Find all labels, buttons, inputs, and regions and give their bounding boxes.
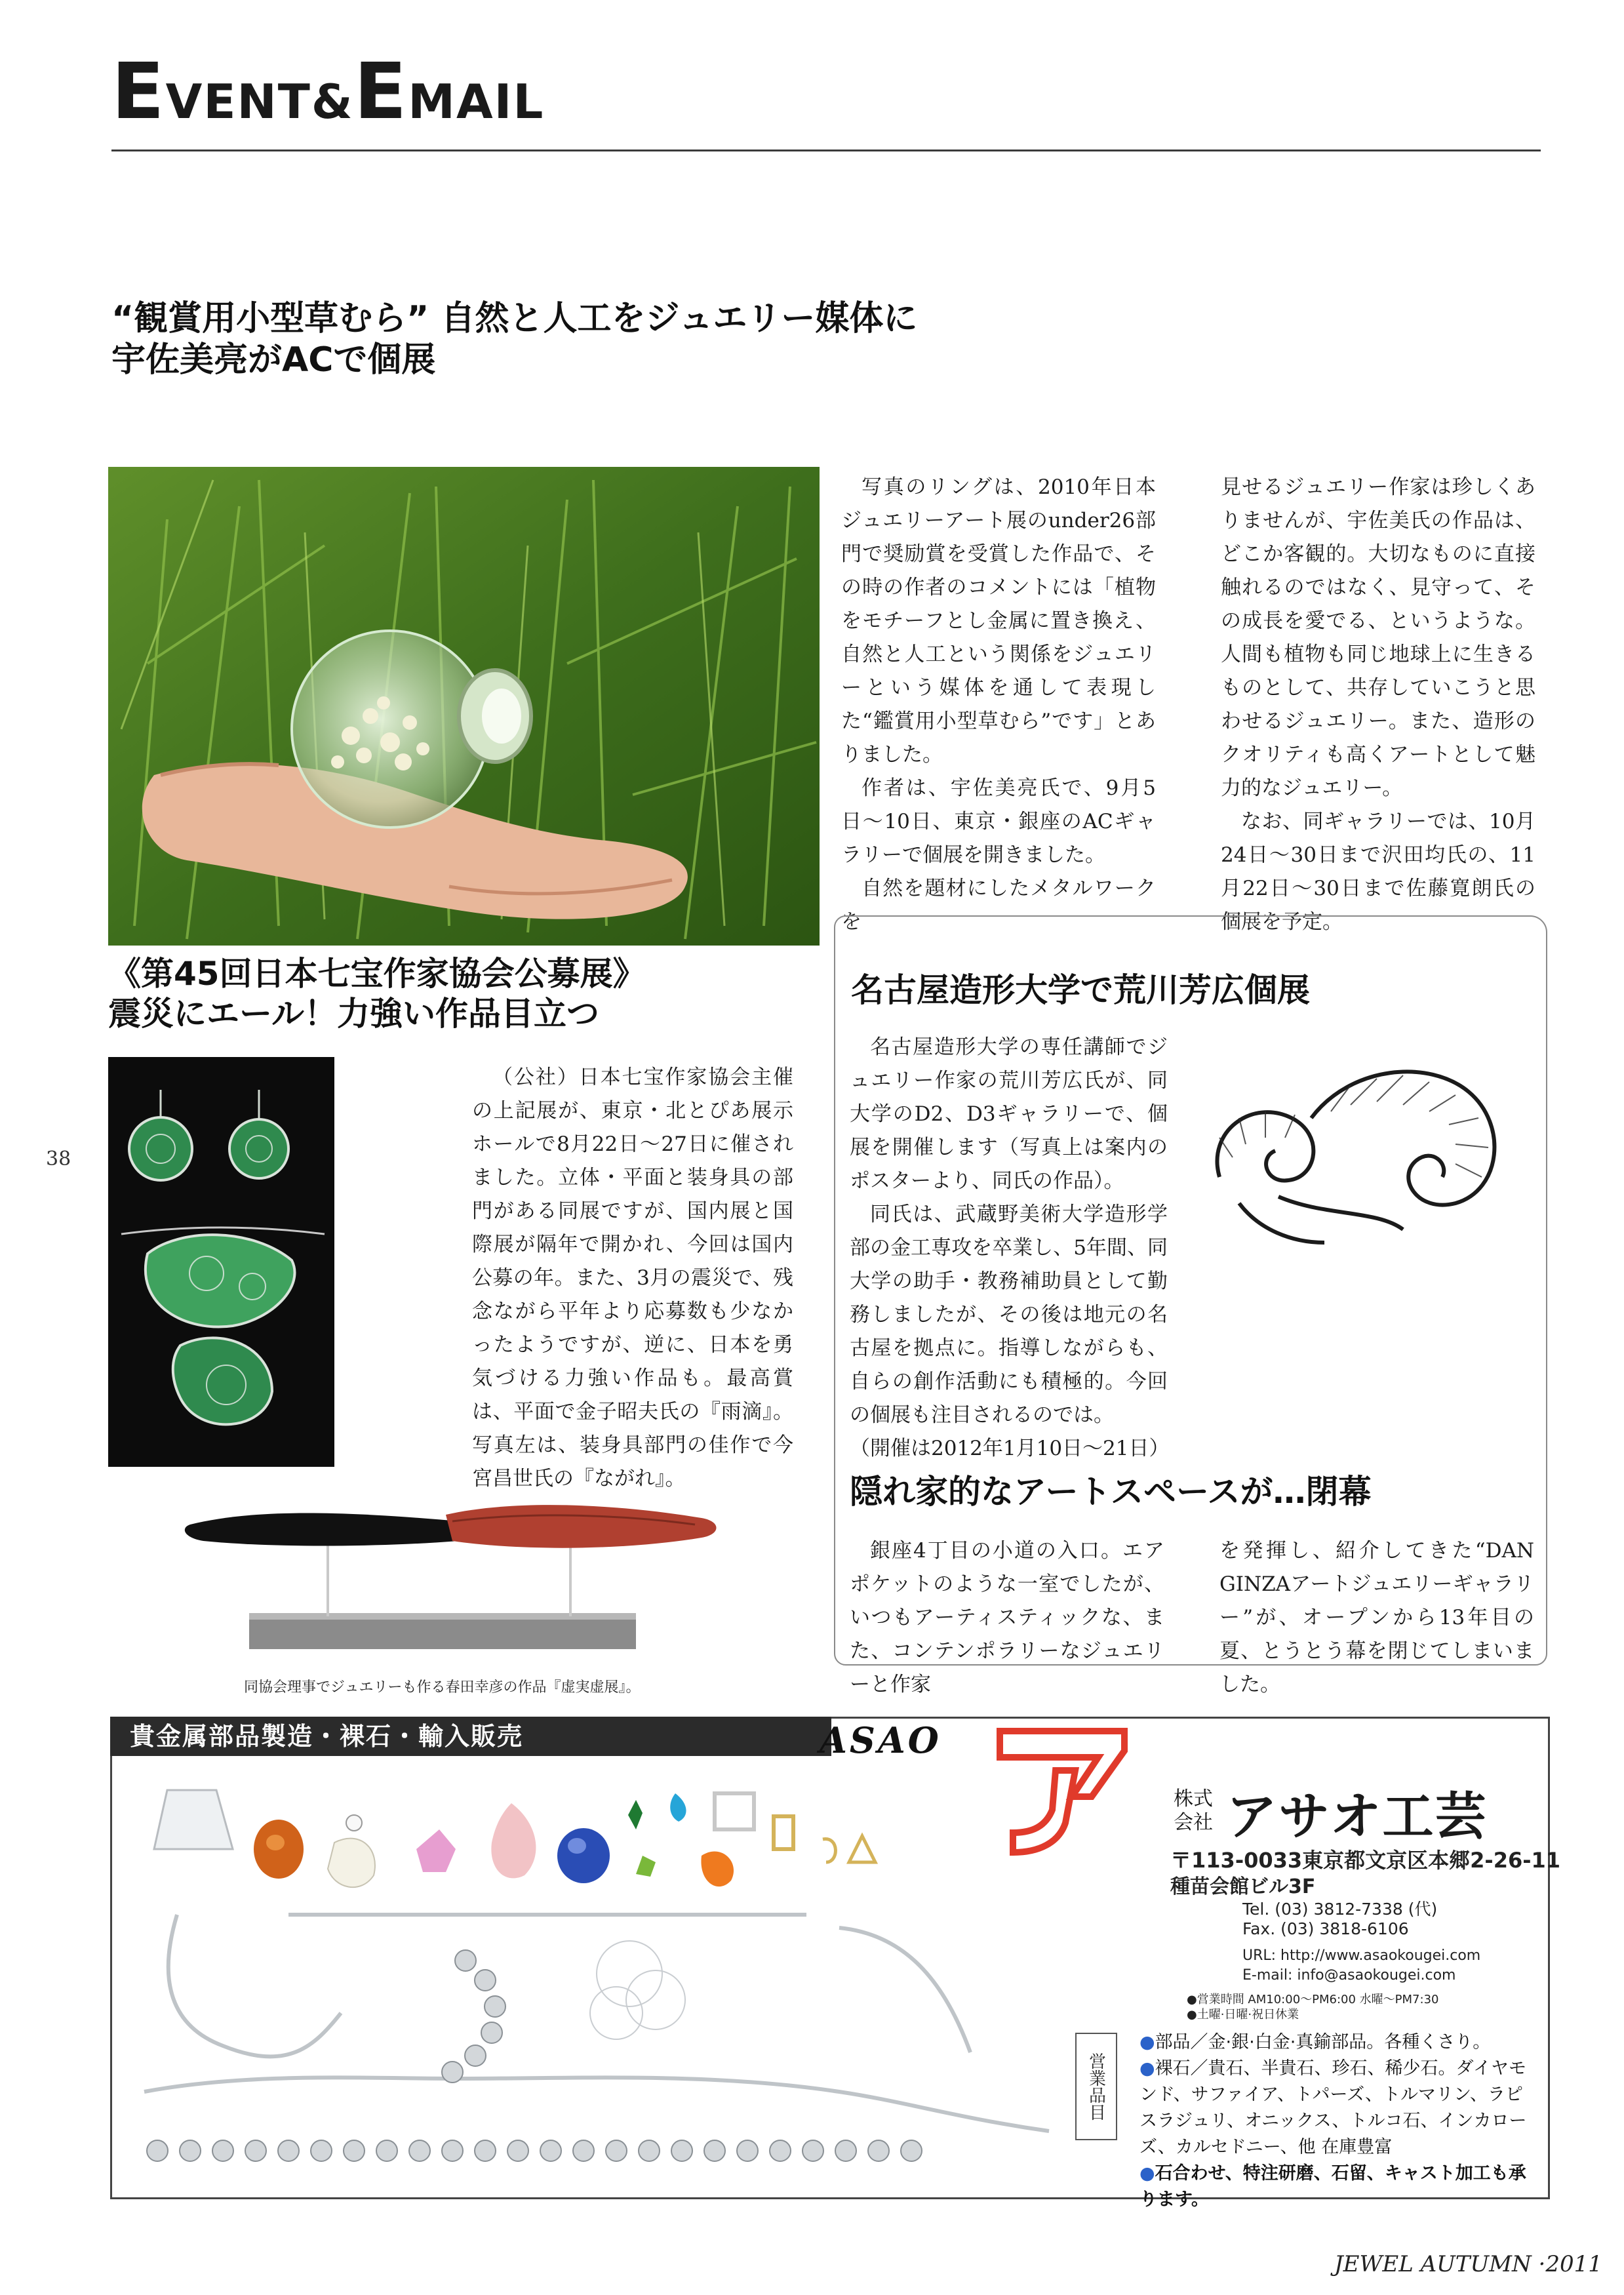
article1-col2-p2: なお、同ギャラリーでは、10月24日〜30日まで沢田均氏の、11月22日〜30日まで佐藤寛朗氏の個展を予定。 xyxy=(1221,810,1535,934)
article2-body-text: （公社）日本七宝作家協会主催の上記展が、東京・北とぴあ展示ホールで8月22日〜27日に催されました。立体・平面と装身具の部門がある同展ですが、国内展と国際展が隔年で開かれ、今回は国内公募の年。また、3月の震災で、残念ながら平年より応募数も少なかったようですが、逆に、日本を勇気づける力強い作品も。最高賞は、平面で金子昭夫氏の『雨滴』。写真左は、装身具部門の佳作で今宮昌世氏の『ながれ』。 xyxy=(472,1066,793,1490)
article1-col1 xyxy=(841,471,1156,939)
ad-fax: Fax. (03) 3818-6106 xyxy=(1242,1919,1409,1938)
ad-business-label: 営業品目 xyxy=(1075,2033,1117,2140)
ad-products-photo xyxy=(118,1764,1075,2184)
ad-hours-2: ●土曜·日曜·祝日休業 xyxy=(1187,2008,1299,2022)
ad-company-prefix-2: 会社 xyxy=(1174,1811,1213,1834)
article3-headline: 名古屋造形大学で荒川芳広個展 xyxy=(851,971,1310,1009)
article2-headline-line2: 震災にエール！力強い作品目立つ xyxy=(108,995,599,1033)
ad-company-prefix xyxy=(1174,1787,1213,1835)
article2-headline-line1: 《第45回日本七宝作家協会公募展》 xyxy=(108,955,646,993)
article4-headline: 隠れ家的なアートスペースが…閉幕 xyxy=(850,1473,1372,1511)
spiral-jewelry-photo xyxy=(1180,1046,1534,1288)
article4-col1 xyxy=(850,1534,1164,1702)
ring-photo-svg xyxy=(108,467,820,946)
masthead-vent: VENT& xyxy=(165,74,354,129)
ad-business-services xyxy=(1139,2161,1533,2213)
postal-mark-icon: 〒 xyxy=(1170,1848,1192,1873)
masthead-mail: MAIL xyxy=(408,74,545,129)
page-number: 38 xyxy=(46,1148,71,1170)
masthead-e1: E xyxy=(111,46,166,136)
article1-col2-p1: 見せるジュエリー作家は珍しくありませんが、宇佐美氏の作品は、どこか客観的。大切なものに直接触れるのではなく、見守って、その成長を愛でる、というような。人間も植物も同じ地球上に生きるものとして、共存していこうと思わせるジュエリー。また、造形のクオリティも高くアートとして魅力的なジュエリー。 xyxy=(1221,475,1535,800)
bullet-icon: ● xyxy=(1139,2058,1155,2079)
sculpture-photo xyxy=(177,1485,721,1656)
bullet-icon: ● xyxy=(1139,2032,1155,2052)
article2-caption: 同協会理事でジュエリーも作る春田幸彦の作品『虚実虚展』。 xyxy=(244,1679,641,1696)
article2-body xyxy=(472,1061,793,1496)
ad-tel: Tel. (03) 3812-7338 (代) xyxy=(1242,1900,1438,1919)
ad-business-list xyxy=(1139,2029,1533,2213)
enamel-jewelry-photo xyxy=(108,1057,334,1467)
ad-url[interactable]: URL: http://www.asaokougei.com xyxy=(1242,1947,1481,1964)
masthead xyxy=(111,46,544,136)
ad-business-stones xyxy=(1139,2056,1533,2161)
ad-hours-1: ●営業時間 AM10:00〜PM6:00 水曜〜PM7:30 xyxy=(1187,1993,1439,2006)
header-rule xyxy=(111,150,1541,151)
ad-address-1: 113-0033東京都文京区本郷2-26-11 xyxy=(1191,1848,1561,1873)
masthead-e2: E xyxy=(353,46,408,136)
ad-banner: 貴金属部品製造・裸石・輸入販売 xyxy=(110,1717,831,1756)
spiral-jewelry-svg xyxy=(1180,1046,1534,1288)
ad-business-3: 石合わせ、特注研磨、石留、キャスト加工も承ります。 xyxy=(1139,2163,1526,2210)
ad-business-2: 裸石／貴石、半貴石、珍石、稀少石。ダイヤモンド、サファイア、トパーズ、トルマリン、ラピスラジュリ、オニックス、トルコ石、インカローズ、カルセドニー、他 在庫豊富 xyxy=(1139,2058,1527,2157)
article1-col1-p1: 写真のリングは、2010年日本ジュエリーアート展のunder26部門で奨励賞を受賞した作品で、その時の作者のコメントには「植物をモチーフとし金属に置き換え、自然と人工という関係をジュエリーという媒体を通して表現した“鑑賞用小型草むら”です」とありました。 xyxy=(841,475,1156,767)
article1-col1-p2: 作者は、宇佐美亮氏で、9月5日〜10日、東京・銀座のACギャラリーで個展を開きました。 xyxy=(841,776,1156,867)
article3-body-p2: 同氏は、武蔵野美術大学造形学部の金工専攻を卒業し、5年間、同大学の助手・教務補助員として勤務しましたが、その後は地元の名古屋を拠点に。指導しながらも、自らの創作活動にも積極的。今回の個展も注目されるのでは。 xyxy=(850,1203,1168,1427)
sculpture-svg xyxy=(177,1485,721,1656)
magazine-footer: JEWEL AUTUMN ·2011 xyxy=(1334,2251,1602,2277)
ad-business-1: 部品／金·銀·白金·真鍮部品。各種くさり。 xyxy=(1155,2032,1491,2052)
article4-col2-text: を発揮し、紹介してきた“DAN GINZAアートジュエリーギャラリー”が、オープンから13年目の夏、とうとう幕を閉じてしまいました。 xyxy=(1219,1539,1534,1696)
ring-photo xyxy=(108,467,820,946)
article1-headline xyxy=(111,298,1226,382)
ad-products-svg xyxy=(118,1764,1075,2184)
article4-col1-text: 銀座4丁目の小道の入口。エアポケットのような一室でしたが、いつもアーティスティックな、また、コンテンポラリーなジュエリーと作家 xyxy=(850,1539,1164,1696)
ad-address-2: 種苗会館ビル3F xyxy=(1170,1875,1316,1898)
article3-body-p1: 名古屋造形大学の専任講師でジュエリー作家の荒川芳広氏が、同大学のD2、D3ギャラリーで、個展を開催します（写真上は案内のポスターより、同氏の作品）。 xyxy=(850,1035,1168,1193)
article1-headline-line2: 宇佐美亮がACで個展 xyxy=(111,340,436,380)
enamel-jewelry-svg xyxy=(108,1057,334,1467)
ad-business-parts xyxy=(1139,2029,1533,2056)
ad-company-name: アサオ工芸 xyxy=(1226,1787,1488,1846)
article4-col2 xyxy=(1219,1534,1534,1702)
article1-headline-line1: “観賞用小型草むら” 自然と人工をジュエリー媒体に xyxy=(111,299,918,338)
article3-body-p3: （開催は2012年1月10日〜21日） xyxy=(850,1437,1170,1460)
article1-col2 xyxy=(1221,471,1535,939)
ad-company-prefix-1: 株式 xyxy=(1174,1787,1213,1810)
article3-body xyxy=(850,1031,1168,1466)
bullet-icon: ● xyxy=(1139,2163,1155,2184)
ad-email[interactable]: E-mail: info@asaokougei.com xyxy=(1242,1967,1456,1984)
article2-headline xyxy=(108,954,829,1034)
ad-logo-text: ASAO xyxy=(820,1719,941,1761)
article1-col1-p3: 自然を題材にしたメタルワークを xyxy=(841,877,1156,934)
